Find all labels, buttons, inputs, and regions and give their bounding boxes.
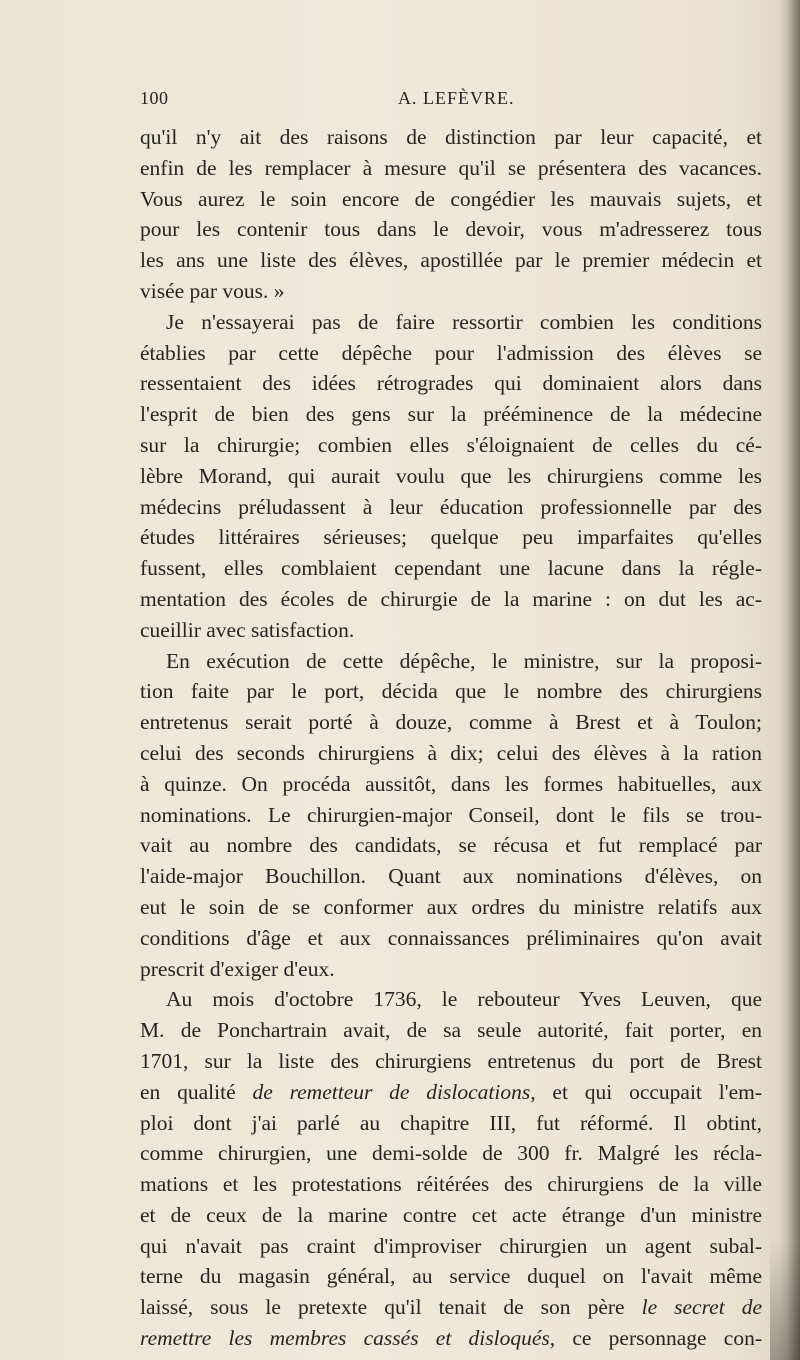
body-text bbox=[140, 122, 762, 1354]
text-line: mations et les protestations réitérées des chirurgiens de la ville bbox=[140, 1172, 762, 1197]
text-line: établies par cette dépêche pour l'admission des élèves se bbox=[140, 340, 762, 365]
text-line: mentation des écoles de chirurgie de la marine : on dut les ac- bbox=[140, 586, 762, 611]
text-run: , et qui occupait l'em- bbox=[530, 1079, 762, 1104]
text-line: comme chirurgien, une demi-solde de 300 fr. Malgré les récla- bbox=[140, 1141, 762, 1166]
text-line: qu'il n'y ait des raisons de distinction par leur capacité, et bbox=[140, 125, 762, 149]
text-line: visée par vous. » bbox=[140, 278, 285, 303]
text-line: conditions d'âge et aux connaissances préliminaires qu'on avait bbox=[140, 925, 762, 950]
page-corner-shadow bbox=[770, 1240, 800, 1360]
text-line: lèbre Morand, qui aurait voulu que les chirurgiens comme les bbox=[140, 463, 762, 488]
text-line: entretenus serait porté à douze, comme à Brest et à Toulon; bbox=[140, 710, 762, 735]
text-line: sur la chirurgie; combien elles s'éloignaient de celles du cé- bbox=[140, 432, 762, 457]
text-run: laissé, sous le pretexte qu'il tenait de son père bbox=[140, 1295, 642, 1320]
text-line: pour les contenir tous dans le devoir, vous m'adresserez tous bbox=[140, 217, 762, 242]
running-title: A. LEFÈVRE. bbox=[398, 88, 515, 108]
text-line: vait au nombre des candidats, se récusa et fut remplacé par bbox=[140, 833, 762, 858]
text-line: En exécution de cette dépêche, le ministre, sur la proposi- bbox=[166, 648, 762, 673]
running-head bbox=[140, 88, 760, 112]
page-number: 100 bbox=[140, 88, 169, 108]
text-line: médecins préludassent à leur éducation professionnelle par des bbox=[140, 494, 762, 519]
text-run: en qualité bbox=[140, 1079, 253, 1104]
text-line: et de ceux de la marine contre cet acte étrange d'un ministre bbox=[140, 1202, 762, 1227]
text-line: ressentaient des idées rétrogrades qui dominaient alors dans bbox=[140, 371, 762, 396]
italic-run: de remetteur de dislocations bbox=[252, 1079, 531, 1104]
text-line: études littéraires sérieuses; quelque peu imparfaites qu'elles bbox=[140, 525, 762, 550]
text-line: cueillir avec satisfaction. bbox=[140, 617, 355, 642]
text-line: tion faite par le port, décida que le nombre des chirurgiens bbox=[140, 679, 762, 704]
text-line: l'aide-major Bouchillon. Quant aux nominations d'élèves, on bbox=[140, 864, 762, 889]
text-line: l'esprit de bien des gens sur la prééminence de la médecine bbox=[140, 402, 762, 427]
text-line: M. de Ponchartrain avait, de sa seule autorité, fait porter, en bbox=[140, 1018, 762, 1043]
text-line: enfin de les remplacer à mesure qu'il se présentera des vacances. bbox=[140, 155, 762, 180]
text-line-mixed bbox=[140, 1077, 762, 1108]
text-line: eut le soin de se conformer aux ordres du ministre relatifs aux bbox=[140, 894, 762, 919]
text-run: , ce personnage con- bbox=[549, 1326, 762, 1351]
text-line-mixed bbox=[140, 1292, 762, 1323]
text-line: fussent, elles comblaient cependant une lacune dans la régle- bbox=[140, 556, 762, 581]
text-line: terne du magasin général, au service duquel on l'avait même bbox=[140, 1264, 762, 1289]
text-line: à quinze. On procéda aussitôt, dans les formes habituelles, aux bbox=[140, 771, 762, 796]
italic-run: le secret de bbox=[641, 1295, 762, 1320]
text-line: celui des seconds chirurgiens à dix; celui des élèves à la ration bbox=[140, 740, 762, 765]
text-line: nominations. Le chirurgien-major Conseil, dont le fils se trou- bbox=[140, 802, 762, 827]
text-line: ploi dont j'ai parlé au chapitre III, fut réformé. Il obtint, bbox=[140, 1110, 762, 1135]
text-line: qui n'avait pas craint d'improviser chirurgien un agent subal- bbox=[140, 1233, 762, 1258]
text-line: 1701, sur la liste des chirurgiens entretenus du port de Brest bbox=[140, 1048, 762, 1073]
text-line: les ans une liste des élèves, apostillée par le premier médecin et bbox=[140, 248, 762, 273]
page-edge-shadow bbox=[778, 0, 800, 1360]
text-line: Je n'essayerai pas de faire ressortir combien les conditions bbox=[166, 309, 762, 334]
text-line-mixed bbox=[140, 1323, 762, 1354]
italic-run: remettre les membres cassés et disloqués bbox=[140, 1326, 550, 1351]
text-line: Vous aurez le soin encore de congédier les mauvais sujets, et bbox=[140, 186, 762, 211]
text-line: Au mois d'octobre 1736, le rebouteur Yves Leuven, que bbox=[166, 987, 762, 1012]
text-line: prescrit d'exiger d'eux. bbox=[140, 956, 335, 981]
